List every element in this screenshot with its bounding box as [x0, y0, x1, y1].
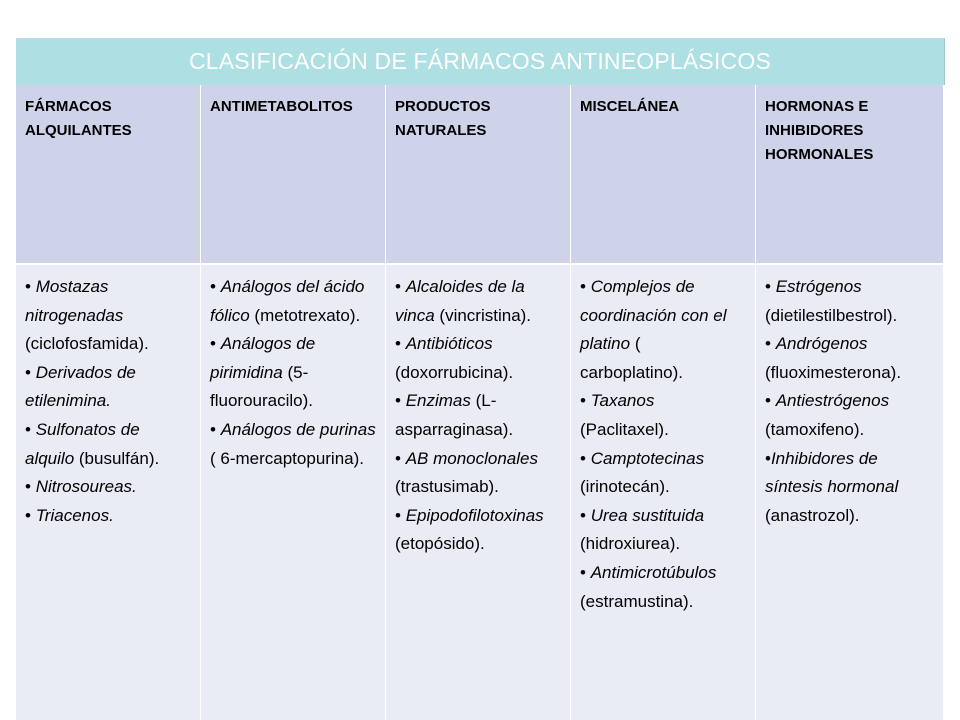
list-item: • Derivados de etilenimina.	[25, 362, 136, 411]
classification-table	[16, 85, 944, 720]
list-item: • Taxanos (Paclitaxel).	[580, 391, 669, 439]
list-item: • Camptotecinas (irinotecán).	[580, 448, 705, 497]
list-item: • Alcaloides de la vinca (vincristina).	[395, 277, 532, 325]
list-item: • Enzimas (L-asparraginasa).	[395, 391, 514, 439]
column-header-alquilantes: FÁRMACOS ALQUILANTES	[16, 85, 201, 265]
list-item: • Análogos de purinas ( 6-mercaptopurina).	[210, 419, 376, 468]
column-header-hormonas: HORMONAS E INHIBIDORES HORMONALES	[756, 85, 944, 265]
slide-title-banner	[16, 38, 945, 85]
slide-title: CLASIFICACIÓN DE FÁRMACOS ANTINEOPLÁSICOS	[188, 48, 772, 74]
column-header-miscelanea: MISCELÁNEA	[571, 85, 756, 265]
list-item: • Sulfonatos de alquilo (busulfán).	[25, 419, 160, 468]
list-item: • Antibióticos (doxorrubicina).	[395, 334, 514, 382]
list-item: • Antiestrógenos (tamoxifeno).	[765, 391, 890, 439]
list-item: • Triacenos.	[25, 505, 114, 525]
list-item: • Estrógenos (dietilestilbestrol).	[765, 277, 898, 325]
list-item: • Análogos de pirimidina (5-fluorouracilo).	[210, 334, 316, 411]
list-item: • Mostazas nitrogenadas (ciclofosfamida).	[25, 277, 149, 354]
list-item: •Inhibidores de síntesis hormonal (anastrozol).	[765, 448, 899, 525]
list-item: • Urea sustituida (hidroxiurea).	[580, 505, 705, 554]
column-cell-hormonas	[756, 265, 944, 720]
list-item: • AB monoclonales (trastusimab).	[395, 448, 538, 497]
column-header-antimetabolitos: ANTIMETABOLITOS	[201, 85, 386, 265]
list-item: • Antimicrotúbulos (estramustina).	[580, 562, 717, 611]
list-item: • Complejos de coordinación con el platino ( carboplatino).	[580, 277, 727, 382]
column-cell-alquilantes	[16, 265, 201, 720]
list-item: • Epipodofilotoxinas (etopósido).	[395, 505, 544, 554]
column-header-productos-naturales: PRODUCTOS NATURALES	[386, 85, 571, 265]
list-item: • Nitrosoureas.	[25, 477, 137, 497]
column-cell-miscelanea	[571, 265, 756, 720]
list-item: • Análogos del ácido fólico (metotrexato).	[210, 277, 365, 325]
list-item: • Andrógenos (fluoximesterona).	[765, 334, 902, 382]
column-cell-productos-naturales	[386, 265, 571, 720]
column-cell-antimetabolitos	[201, 265, 386, 720]
